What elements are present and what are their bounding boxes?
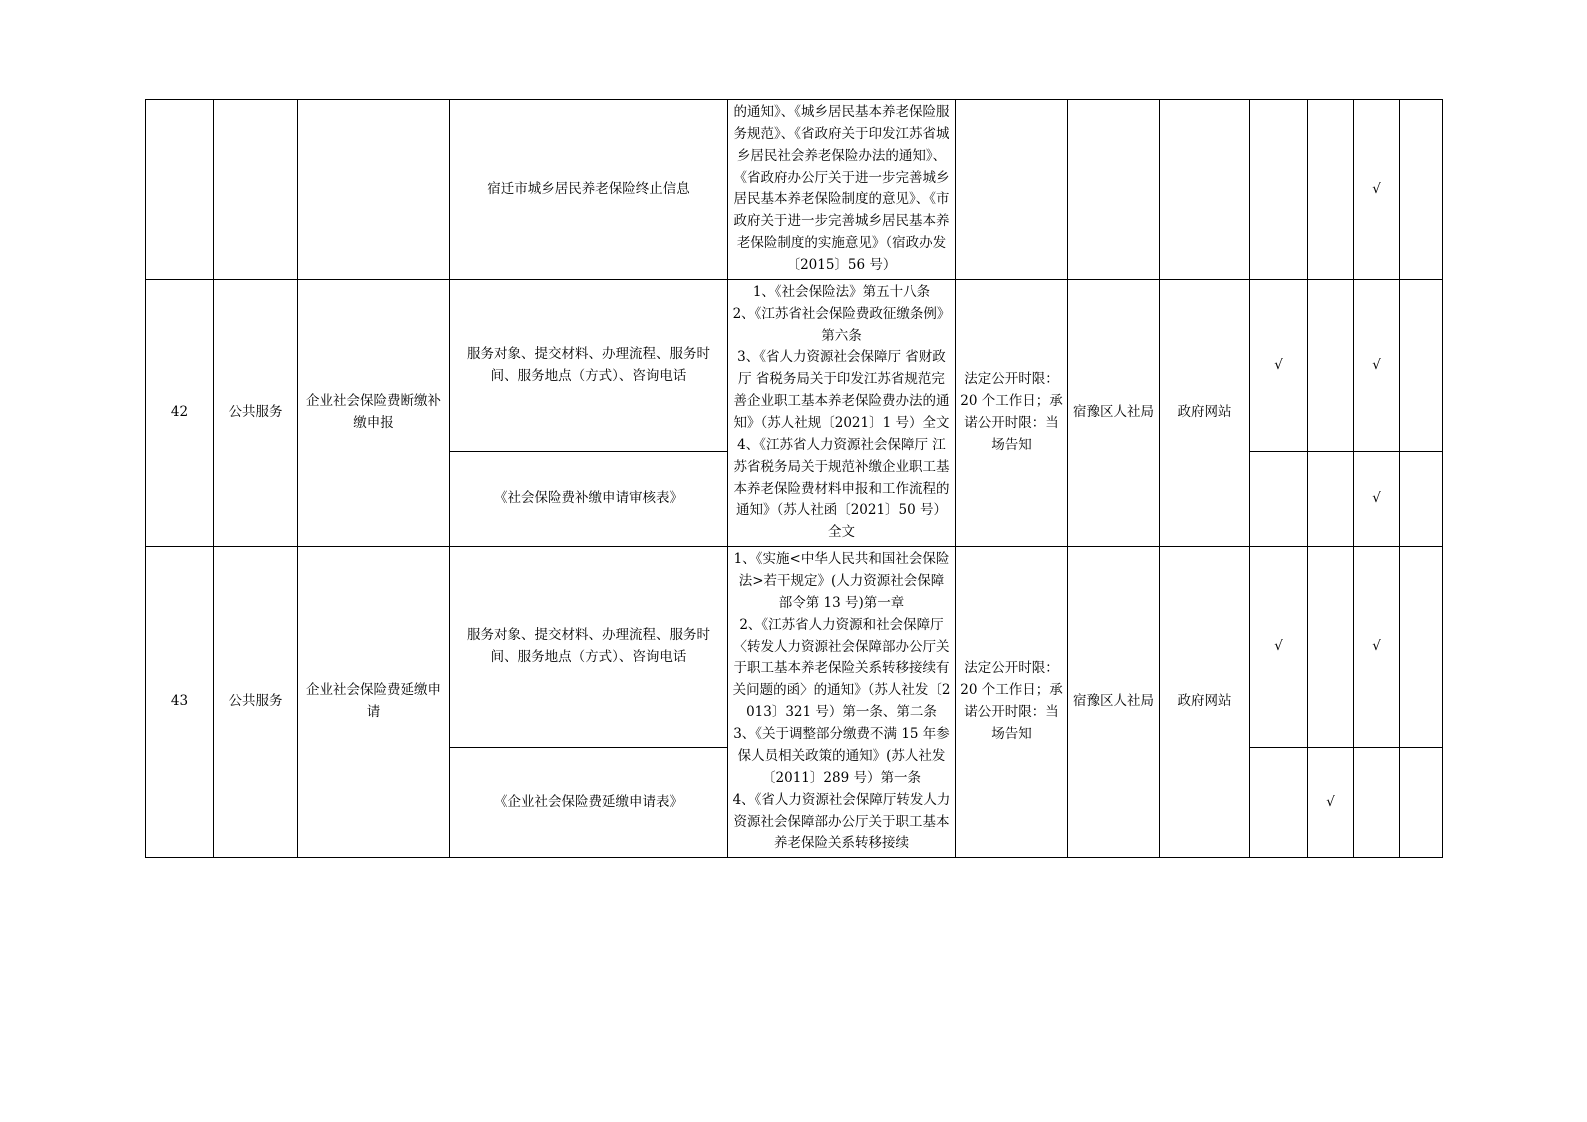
cell-item [298, 100, 450, 280]
table-row [146, 547, 1443, 747]
cell-item: 企业社会保险费断缴补缴申报 [298, 279, 450, 546]
cell-department: 宿豫区人社局 [1068, 279, 1160, 546]
cell-tick-1 [1250, 100, 1308, 280]
cell-tick-1 [1250, 747, 1308, 858]
cell-time: 法定公开时限：20 个工作日；承诺公开时限：当场告知 [956, 547, 1068, 858]
cell-time [956, 100, 1068, 280]
cell-tick-3: √ [1354, 547, 1400, 747]
cell-tick-4 [1400, 279, 1443, 451]
cell-tick-2: √ [1308, 747, 1354, 858]
cell-no [146, 100, 214, 280]
public-affairs-table [145, 99, 1443, 858]
cell-tick-2 [1308, 452, 1354, 547]
cell-channel [1160, 100, 1250, 280]
cell-tick-1: √ [1250, 279, 1308, 451]
cell-content: 服务对象、提交材料、办理流程、服务时间、服务地点（方式）、咨询电话 [450, 279, 728, 451]
cell-time: 法定公开时限：20 个工作日；承诺公开时限：当场告知 [956, 279, 1068, 546]
cell-category: 公共服务 [214, 279, 298, 546]
cell-no: 43 [146, 547, 214, 858]
cell-content: 宿迁市城乡居民养老保险终止信息 [450, 100, 728, 280]
cell-policy: 1、《社会保险法》第五十八条 2、《江苏省社会保险费政征缴条例》第六条 3、《省人力资源社会保障厅 省财政厅 省税务局关于印发江苏省规范完善企业职工基本养老保险费办法的通知》（苏人社规〔2021〕1 号）全文 4、《江苏省人力资源社会保障厅 江苏省税务局关于规范补缴企业职工基本养老保险费材料申报和工作流程的通知》（苏人社函〔2021〕50 号）全文 [728, 279, 956, 546]
cell-channel: 政府网站 [1160, 547, 1250, 858]
cell-tick-4 [1400, 452, 1443, 547]
cell-tick-3 [1354, 747, 1400, 858]
cell-policy: 1、《实施<中华人民共和国社会保险法>若干规定》(人力资源社会保障部令第 13 号)第一章 2、《江苏省人力资源和社会保障厅〈转发人力资源社会保障部办公厅关于职工基本养老保险关系转移接续有关问题的函〉的通知》（苏人社发〔2013〕321 号）第一条、第二条 3、《关于调整部分缴费不满 15 年参保人员相关政策的通知》(苏人社发〔2011〕289 号）第一条 4、《省人力资源社会保障厅转发人力资源社会保障部办公厅关于职工基本养老保险关系转移接续 [728, 547, 956, 858]
cell-category: 公共服务 [214, 547, 298, 858]
cell-department [1068, 100, 1160, 280]
cell-tick-3: √ [1354, 279, 1400, 451]
cell-tick-4 [1400, 547, 1443, 747]
cell-tick-4 [1400, 100, 1443, 280]
cell-tick-2 [1308, 279, 1354, 451]
cell-tick-1 [1250, 452, 1308, 547]
table-row [146, 100, 1443, 280]
cell-no: 42 [146, 279, 214, 546]
cell-department: 宿豫区人社局 [1068, 547, 1160, 858]
cell-tick-2 [1308, 100, 1354, 280]
cell-tick-3: √ [1354, 452, 1400, 547]
cell-tick-2 [1308, 547, 1354, 747]
cell-tick-1: √ [1250, 547, 1308, 747]
cell-content: 服务对象、提交材料、办理流程、服务时间、服务地点（方式）、咨询电话 [450, 547, 728, 747]
cell-content: 《企业社会保险费延缴申请表》 [450, 747, 728, 858]
cell-channel: 政府网站 [1160, 279, 1250, 546]
cell-tick-4 [1400, 747, 1443, 858]
cell-content: 《社会保险费补缴申请审核表》 [450, 452, 728, 547]
cell-tick-3: √ [1354, 100, 1400, 280]
cell-category [214, 100, 298, 280]
cell-policy: 的通知》、《城乡居民基本养老保险服务规范》、《省政府关于印发江苏省城乡居民社会养老保险办法的通知》、《省政府办公厅关于进一步完善城乡居民基本养老保险制度的意见》、《市政府关于进一步完善城乡居民基本养老保险制度的实施意见》（宿政办发〔2015〕56 号） [728, 100, 956, 280]
cell-item: 企业社会保险费延缴申请 [298, 547, 450, 858]
table-row [146, 279, 1443, 451]
